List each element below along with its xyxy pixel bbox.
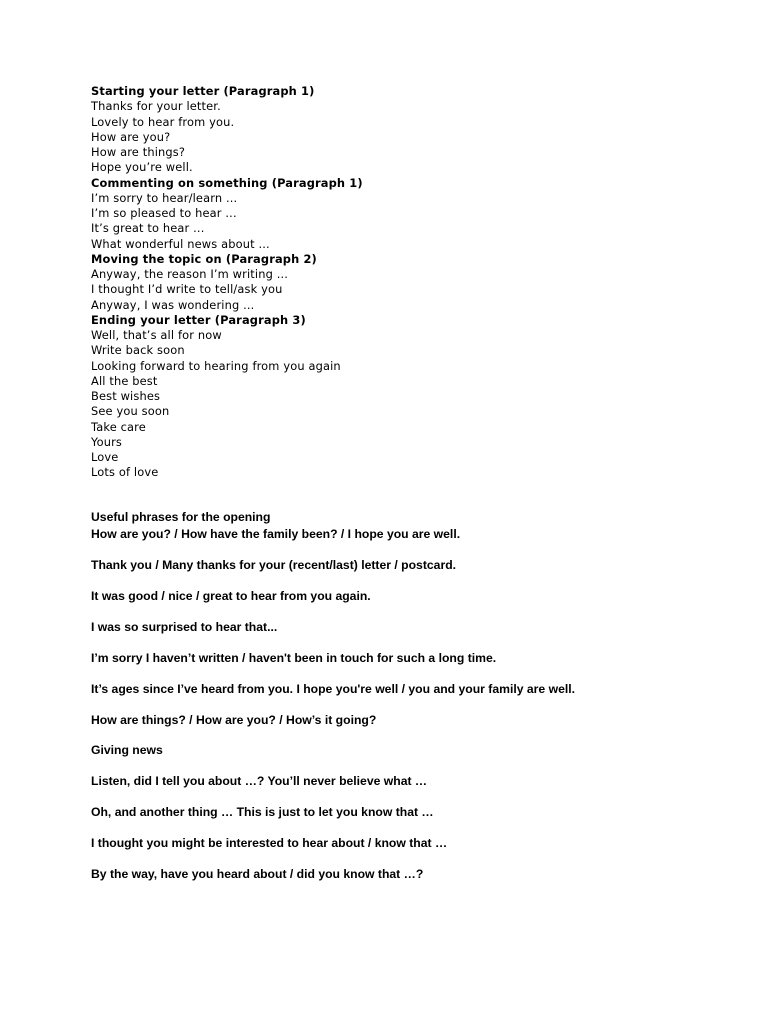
phrase-line: It’s great to hear ...	[91, 221, 205, 236]
section-heading-commenting: Commenting on something (Paragraph 1)	[91, 175, 363, 190]
opening-title: Useful phrases for the opening	[91, 510, 271, 524]
phrase-line: I thought I’d write to tell/ask you	[91, 282, 283, 297]
phrase-line: See you soon	[91, 404, 170, 419]
section-heading-starting: Starting your letter (Paragraph 1)	[91, 84, 315, 98]
phrase-line: Lovely to hear from you.	[91, 114, 235, 129]
phrase-line: I’m so pleased to hear ...	[91, 206, 237, 220]
phrase-line: Write back soon	[91, 343, 185, 358]
phrase-line: Well, that’s all for now	[91, 328, 222, 342]
phrase-line: Thanks for your letter.	[91, 99, 221, 114]
phrase-line: Lots of love	[91, 465, 159, 480]
phrase-line: How are things?	[91, 145, 186, 159]
opening-phrase: It’s ages since I’ve heard from you. I hope you're well / you and your family are well.	[91, 682, 576, 696]
phrase-line: Looking forward to hearing from you again	[91, 358, 341, 373]
news-phrase: Listen, did I tell you about …? You’ll never believe what …	[91, 774, 428, 788]
phrase-line: Anyway, I was wondering ...	[91, 297, 255, 312]
phrase-line: Anyway, the reason I’m writing ...	[91, 267, 289, 281]
phrase-line: I’m sorry to hear/learn ...	[91, 190, 238, 205]
news-phrase: Oh, and another thing … This is just to let you know that …	[91, 805, 434, 819]
news-phrase: I thought you might be interested to hear about / know that …	[91, 836, 448, 850]
phrase-line: Best wishes	[91, 389, 161, 403]
letter-phrases-list	[91, 84, 731, 481]
phrase-line: Yours	[91, 434, 122, 449]
opening-phrase: How are things? / How are you? / How’s it going?	[91, 713, 377, 727]
phrase-line: Take care	[91, 419, 146, 434]
opening-phrase: How are you? / How have the family been? / I hope you are well.	[91, 527, 461, 541]
phrase-line: How are you?	[91, 129, 171, 144]
section-heading-moving: Moving the topic on (Paragraph 2)	[91, 251, 317, 266]
opening-phrase: I was so surprised to hear that...	[91, 620, 278, 634]
opening-phrase: Thank you / Many thanks for your (recent/last) letter / postcard.	[91, 558, 457, 572]
document-page	[91, 84, 731, 881]
opening-phrase: I’m sorry I haven’t written / haven't been in touch for such a long time.	[91, 651, 497, 665]
phrase-line: What wonderful news about ...	[91, 236, 270, 251]
phrase-line: Hope you’re well.	[91, 160, 193, 175]
giving-news-title: Giving news	[91, 743, 163, 757]
phrase-line: Love	[91, 450, 119, 464]
opening-phrase: It was good / nice / great to hear from you again.	[91, 589, 371, 603]
section-heading-ending: Ending your letter (Paragraph 3)	[91, 312, 306, 327]
phrase-line: All the best	[91, 373, 158, 388]
news-phrase: By the way, have you heard about / did you know that …?	[91, 867, 424, 881]
